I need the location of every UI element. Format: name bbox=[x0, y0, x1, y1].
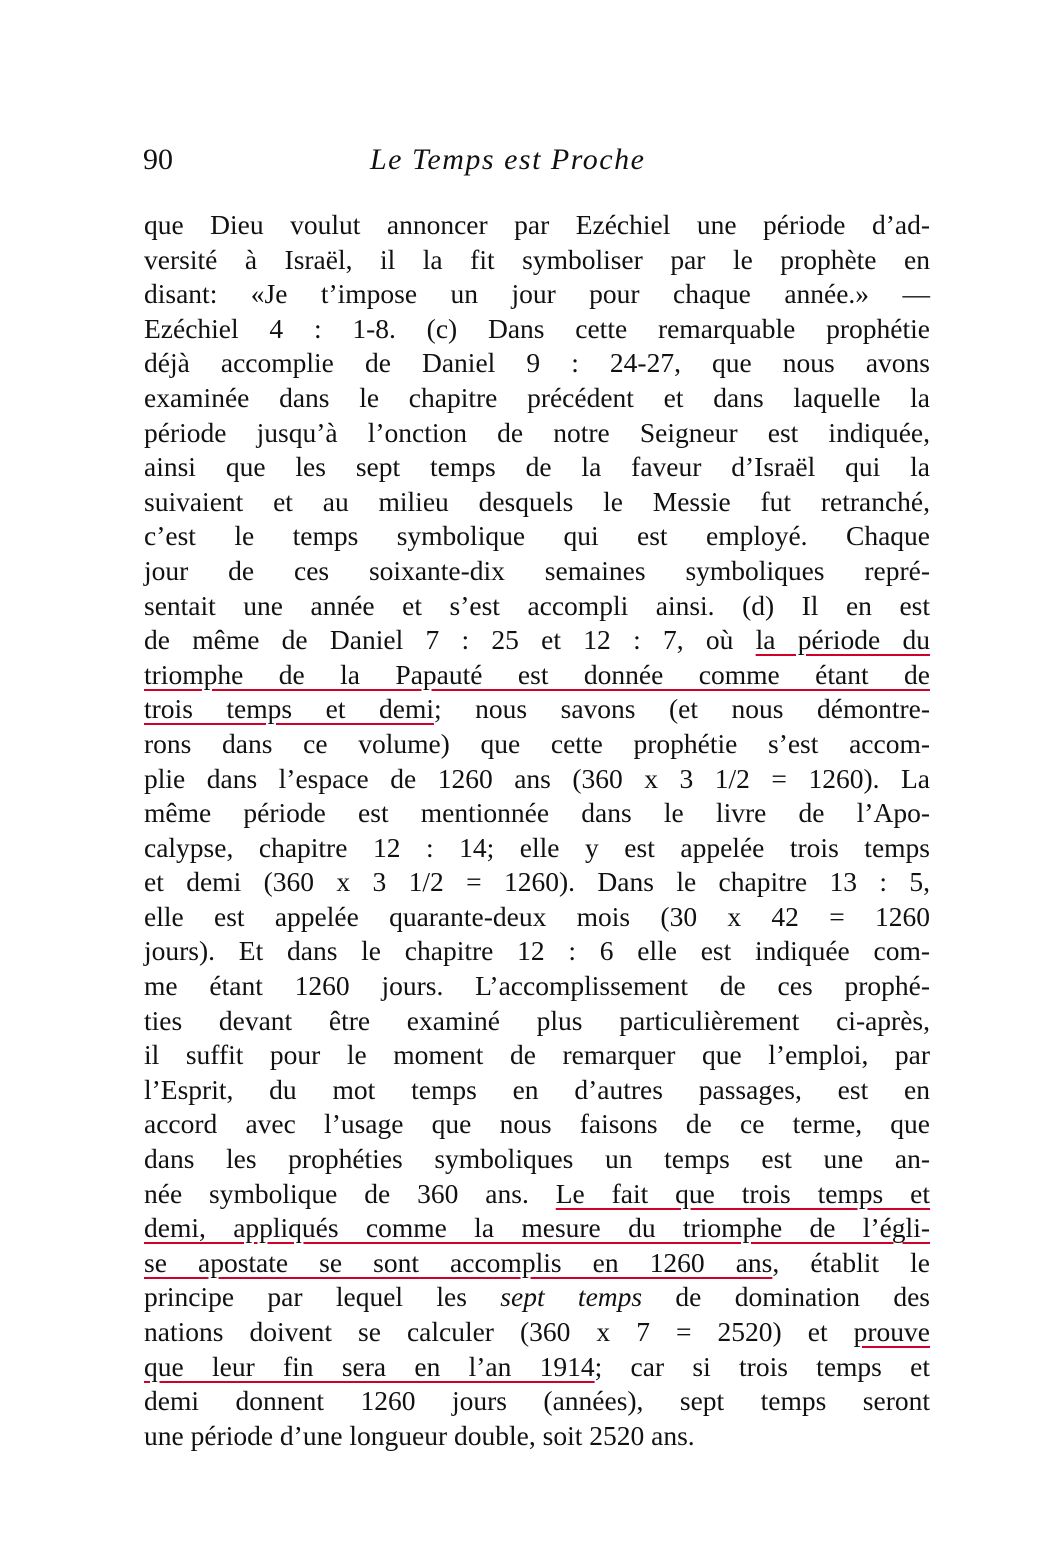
text-line bbox=[144, 692, 930, 727]
text-line bbox=[144, 796, 930, 831]
text-line bbox=[144, 346, 930, 381]
text-segment: ties devant être examiné plus particulièrement ci-après, bbox=[144, 1004, 930, 1036]
text-segment: ainsi que les sept temps de la faveur d’Israël qui la bbox=[144, 451, 930, 483]
text-segment: née symbolique de 360 ans. bbox=[144, 1177, 556, 1209]
text-segment: dans les prophéties symboliques un temps est une an- bbox=[144, 1143, 930, 1175]
text-line bbox=[144, 1246, 930, 1281]
text-segment: une période d’une longueur double, soit 2520 ans. bbox=[144, 1419, 695, 1451]
text-segment: jour de ces soixante-dix semaines symboliques repré- bbox=[144, 554, 930, 586]
text-line bbox=[144, 277, 930, 312]
text-line bbox=[144, 416, 930, 451]
italic-phrase: sept temps bbox=[500, 1281, 643, 1313]
text-segment: déjà accomplie de Daniel 9 : 24-27, que nous avons bbox=[144, 347, 930, 379]
text-line bbox=[144, 727, 930, 762]
text-line bbox=[144, 1384, 930, 1419]
text-segment: accord avec l’usage que nous faisons de ce terme, que bbox=[144, 1108, 930, 1140]
text-segment: elle est appelée quarante-deux mois (30 x 42 = 1260 bbox=[144, 900, 930, 932]
text-segment: jours). Et dans le chapitre 12 : 6 elle est indiquée com- bbox=[144, 935, 930, 967]
text-segment: disant: «Je t’impose un jour pour chaque année.» — bbox=[144, 278, 930, 310]
text-segment: suivaient et au milieu desquels le Messie fut retranché, bbox=[144, 485, 930, 517]
text-segment: rons dans ce volume) que cette prophétie s’est accom- bbox=[144, 727, 930, 759]
text-line bbox=[144, 485, 930, 520]
text-line bbox=[144, 450, 930, 485]
text-segment: demi donnent 1260 jours (années), sept temps seront bbox=[144, 1385, 930, 1417]
text-line bbox=[144, 623, 930, 658]
text-line bbox=[144, 1142, 930, 1177]
underlined-passage: que leur fin sera en l’an 1914 bbox=[144, 1350, 595, 1382]
text-line bbox=[144, 1315, 930, 1350]
text-line bbox=[144, 1419, 930, 1454]
page-number: 90 bbox=[143, 143, 173, 176]
text-line bbox=[144, 381, 930, 416]
text-line bbox=[144, 658, 930, 693]
text-line bbox=[144, 1107, 930, 1142]
text-segment: c’est le temps symbolique qui est employé. Chaque bbox=[144, 520, 930, 552]
text-segment: plie dans l’espace de 1260 ans (360 x 3 1/2 = 1260). La bbox=[144, 762, 930, 794]
text-line bbox=[144, 900, 930, 935]
underlined-passage: se apostate se sont accomplis en 1260 ans bbox=[144, 1246, 773, 1278]
text-segment: que Dieu voulut annoncer par Ezéchiel une période d’ad- bbox=[144, 209, 930, 240]
text-segment: de domination des bbox=[642, 1281, 930, 1313]
text-line bbox=[144, 1004, 930, 1039]
text-line bbox=[144, 969, 930, 1004]
text-segment: ; nous savons (et nous démontre- bbox=[433, 693, 930, 725]
text-segment: de même de Daniel 7 : 25 et 12 : 7, où bbox=[144, 624, 756, 656]
text-segment: , établit le bbox=[772, 1246, 930, 1278]
text-segment: nations doivent se calculer (360 x 7 = 2520) et bbox=[144, 1316, 854, 1347]
underlined-passage: Le fait que trois temps et bbox=[555, 1177, 931, 1209]
text-segment: Ezéchiel 4 : 1-8. (c) Dans cette remarquable prophétie bbox=[144, 312, 930, 344]
underlined-passage: prouve bbox=[853, 1316, 930, 1347]
text-line bbox=[144, 208, 930, 243]
underlined-passage: triomphe de la Papauté est donnée comme étant de bbox=[144, 658, 930, 690]
text-segment: examinée dans le chapitre précédent et dans laquelle la bbox=[144, 381, 930, 413]
text-segment: l’Esprit, du mot temps en d’autres passages, est en bbox=[144, 1073, 930, 1105]
underlined-passage: la période du bbox=[755, 624, 930, 656]
text-line bbox=[144, 1073, 930, 1108]
text-segment: il suffit pour le moment de remarquer que l’emploi, par bbox=[144, 1039, 930, 1071]
text-line bbox=[144, 519, 930, 554]
text-segment: sentait une année et s’est accompli ainsi. (d) Il en est bbox=[144, 589, 930, 621]
text-line bbox=[144, 312, 930, 347]
running-title: Le Temps est Proche bbox=[370, 143, 646, 176]
underlined-passage: demi, appliqués comme la mesure du triomphe de l’égli- bbox=[144, 1212, 930, 1244]
text-segment: principe par lequel les bbox=[144, 1281, 501, 1313]
text-line bbox=[144, 1280, 930, 1315]
text-segment: me étant 1260 jours. L’accomplissement de ces prophé- bbox=[144, 970, 930, 1002]
body-text bbox=[144, 208, 930, 1453]
text-segment: ; car si trois temps et bbox=[594, 1350, 930, 1382]
underlined-passage: trois temps et demi bbox=[144, 693, 434, 725]
text-line bbox=[144, 554, 930, 589]
text-line bbox=[144, 762, 930, 797]
text-line bbox=[144, 1350, 930, 1385]
text-segment: même période est mentionnée dans le livre de l’Apo- bbox=[144, 797, 930, 829]
text-line bbox=[144, 934, 930, 969]
text-line bbox=[144, 831, 930, 866]
text-line bbox=[144, 865, 930, 900]
text-segment: et demi (360 x 3 1/2 = 1260). Dans le chapitre 13 : 5, bbox=[144, 866, 930, 898]
text-line bbox=[144, 589, 930, 624]
text-segment: calypse, chapitre 12 : 14; elle y est appelée trois temps bbox=[144, 831, 930, 863]
text-segment: période jusqu’à l’onction de notre Seigneur est indiquée, bbox=[144, 416, 930, 448]
text-line bbox=[144, 1177, 930, 1212]
text-segment: versité à Israël, il la fit symboliser par le prophète en bbox=[144, 243, 930, 275]
text-line bbox=[144, 1211, 930, 1246]
text-line bbox=[144, 1038, 930, 1073]
text-line bbox=[144, 243, 930, 278]
